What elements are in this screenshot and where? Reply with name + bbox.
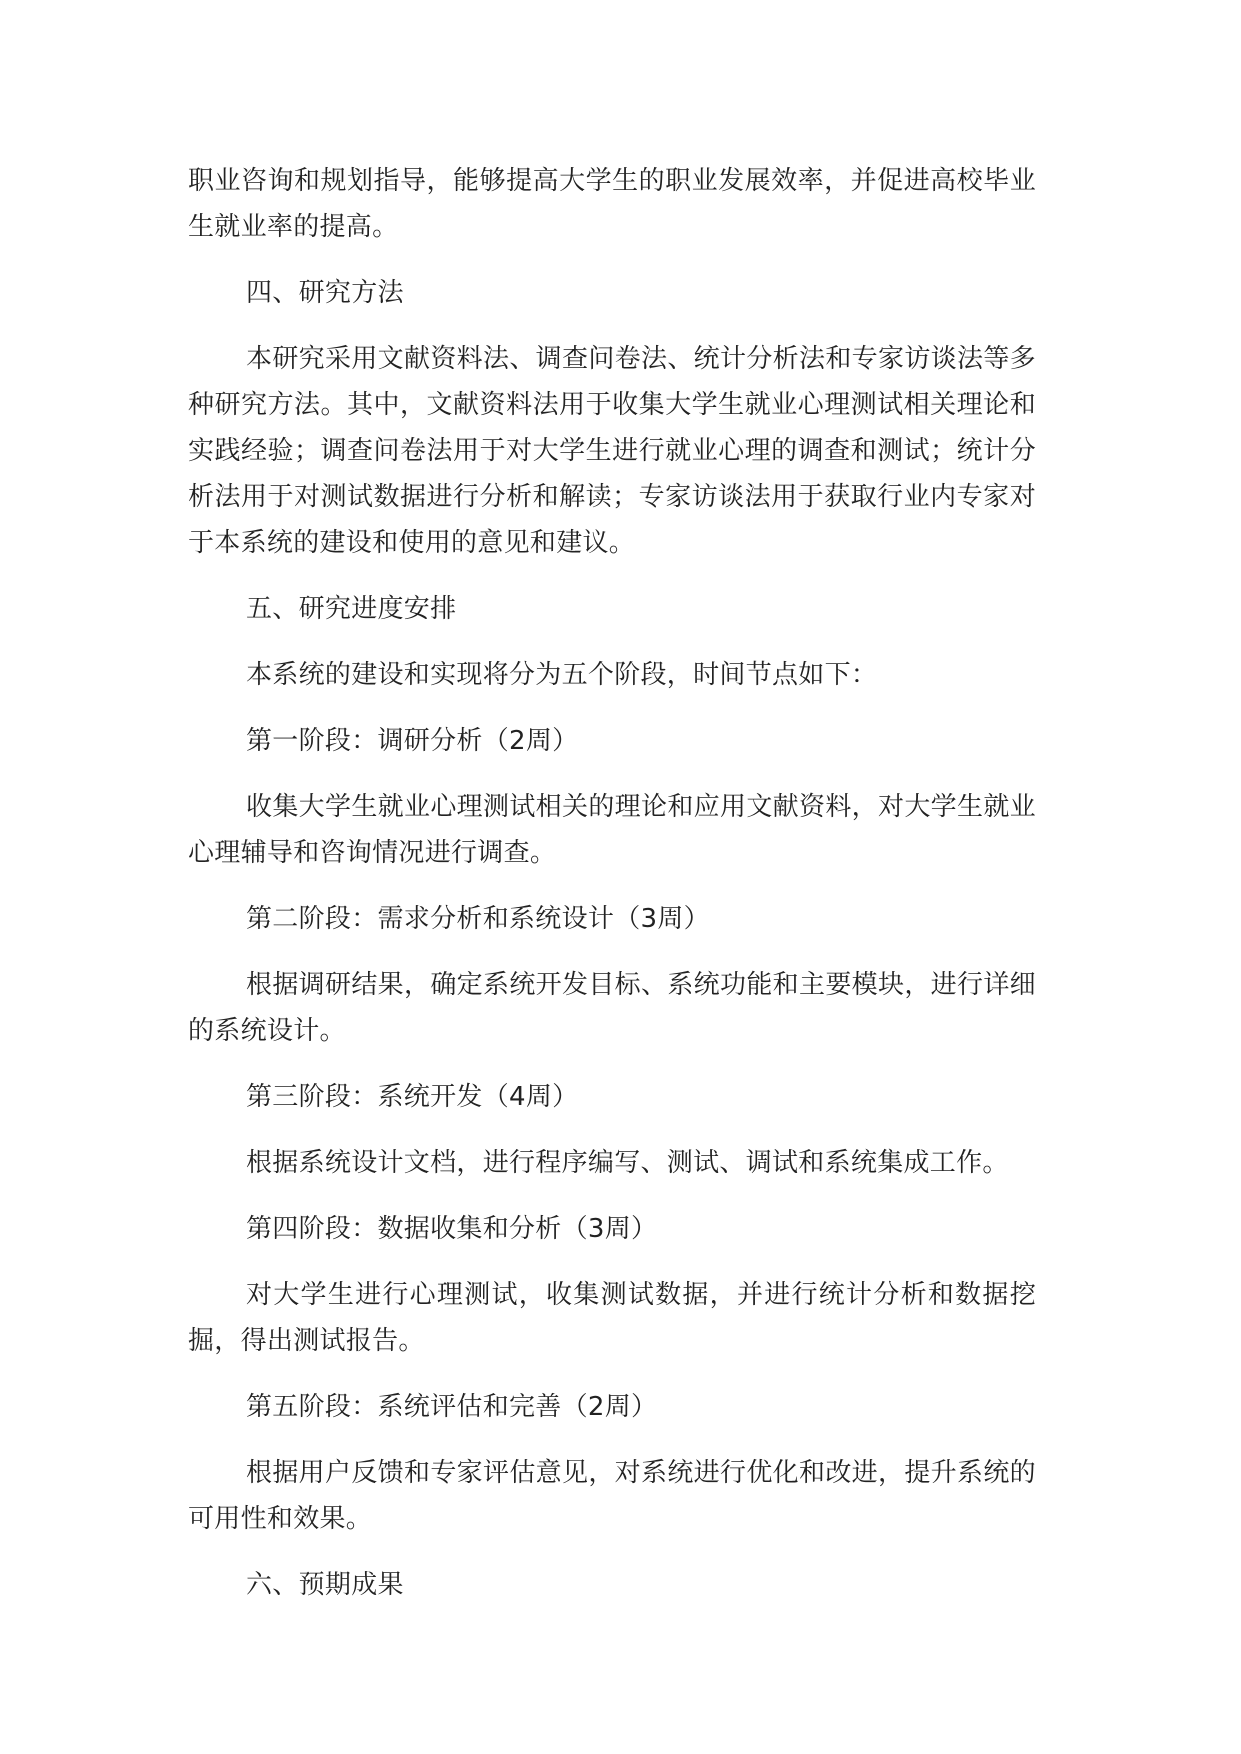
stage-1-description: 收集大学生就业心理测试相关的理论和应用文献资料，对大学生就业心理辅导和咨询情况进行调查。 <box>188 792 1036 868</box>
stage-3-title: 第三阶段：系统开发（4周） <box>246 1082 579 1112</box>
stage-3-description: 根据系统设计文档，进行程序编写、测试、调试和系统集成工作。 <box>246 1148 1009 1178</box>
heading-expected-results: 六、预期成果 <box>246 1570 404 1600</box>
paragraph-research-methods: 本研究采用文献资料法、调查问卷法、统计分析法和专家访谈法等多种研究方法。其中，文献资料法用于收集大学生就业心理测试相关理论和实践经验；调查问卷法用于对大学生进行就业心理的调查和测试；统计分析法用于对测试数据进行分析和解读；专家访谈法用于获取行业内专家对于本系统的建设和使用的意见和建议。 <box>188 344 1036 558</box>
paragraph-career-guidance: 职业咨询和规划指导，能够提高大学生的职业发展效率，并促进高校毕业生就业率的提高。 <box>188 166 1036 242</box>
stage-2-description: 根据调研结果，确定系统开发目标、系统功能和主要模块，进行详细的系统设计。 <box>188 970 1036 1046</box>
stage-4-title: 第四阶段：数据收集和分析（3周） <box>246 1214 658 1244</box>
heading-research-schedule: 五、研究进度安排 <box>246 594 457 624</box>
stage-4-description: 对大学生进行心理测试，收集测试数据，并进行统计分析和数据挖掘，得出测试报告。 <box>188 1280 1036 1356</box>
stage-1-title: 第一阶段：调研分析（2周） <box>246 726 579 756</box>
heading-research-methods: 四、研究方法 <box>246 278 404 308</box>
paragraph-schedule-intro: 本系统的建设和实现将分为五个阶段，时间节点如下： <box>246 660 878 690</box>
stage-2-title: 第二阶段：需求分析和系统设计（3周） <box>246 904 710 934</box>
document-body <box>188 158 1036 1628</box>
stage-5-title: 第五阶段：系统评估和完善（2周） <box>246 1392 658 1422</box>
stage-5-description: 根据用户反馈和专家评估意见，对系统进行优化和改进，提升系统的可用性和效果。 <box>188 1458 1036 1534</box>
